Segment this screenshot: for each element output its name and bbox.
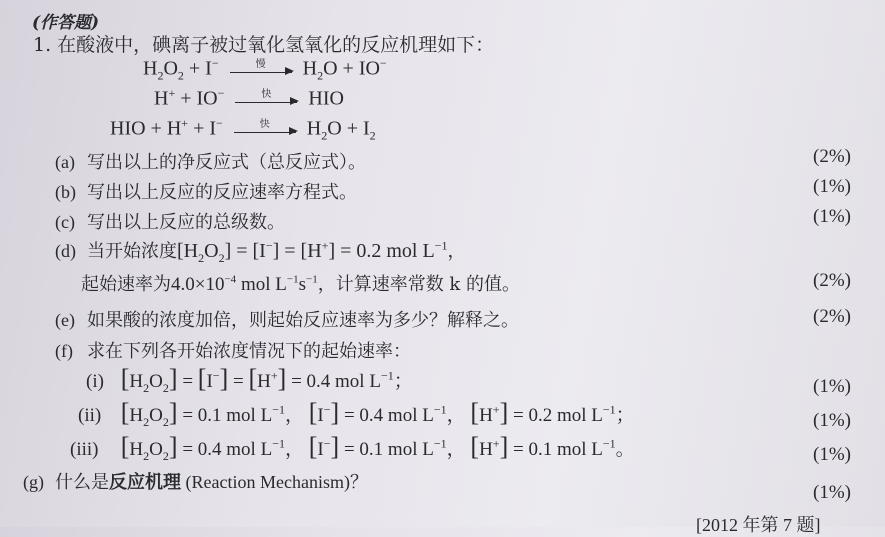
part-d-marks: (2%) (813, 270, 851, 291)
part-a: (a) 写出以上的净反应式（总反应式）。 (55, 152, 366, 173)
part-g: (g) 什么是反应机理 (Reaction Mechanism)？ (23, 472, 368, 493)
fast-arrow: 快 (234, 128, 296, 133)
part-f-item-iii: (iii) $[H_2O_2] = 0.4$ mol $L^{-1}$， [I−] = 0.1 mol $L^{-1}$， [H+] = 0.1 mol $L^{-1}$。 (70, 432, 635, 463)
part-f: (f) 求在下列各开始浓度情况下的起始速率： (55, 341, 411, 362)
source-footer: [2012 年第 7 题] (696, 515, 821, 535)
part-f-iii-marks: (1%) (813, 444, 851, 465)
part-b: (b) 写出以上反应的反应速率方程式。 (55, 182, 357, 203)
part-f-item-ii: (ii) $[H_2O_2] = 0.1$ mol $L^{-1}$， [I−] = 0.4 mol $L^{-1}$， [H+] = 0.2 mol $L^{-1}$； (78, 398, 635, 429)
section-header: (作答题) (32, 13, 100, 33)
part-f-i-marks: (1%) (813, 376, 851, 397)
mechanism-step-3: HIO + H+ + I− 快 $H_2O + I_2$ (110, 116, 376, 143)
part-d-line-1: (d) 当开始浓度$[H_2O_2] = [I^-] = [H^+] = 0.2$ mol $L^{-1}$， (55, 238, 466, 265)
part-f-item-i: (i) $[H_2O_2] = [I^-] = [H^+] = 0.4$ mol $L^{-1}$； (86, 364, 413, 395)
fast-arrow: 快 (235, 98, 297, 103)
part-c-marks: (1%) (813, 206, 851, 227)
question-stem: 1. 在酸液中，碘离子被过氧化氢氧化的反应机理如下： (33, 34, 495, 56)
part-e: (e) 如果酸的浓度加倍，则起始反应速率为多少？解释之。 (55, 310, 519, 331)
slow-arrow: 慢 (230, 68, 292, 73)
part-b-marks: (1%) (813, 176, 851, 197)
part-f-ii-marks: (1%) (813, 410, 851, 431)
mechanism-step-2: H+ + IO− 快 HIO (154, 86, 344, 110)
part-d-line-2: 起始速率为$4.0\times 10^{-4}$ mol $L^{-1}s^{-1}$，计算速率常数 k 的值。 (81, 273, 521, 295)
part-a-marks: (2%) (813, 146, 851, 167)
part-e-marks: (2%) (813, 306, 851, 327)
mechanism-step-1: $H_2O_2 + I^-$ 慢 $H_2O + IO^-$ (143, 56, 387, 83)
part-c: (c) 写出以上反应的总级数。 (55, 212, 285, 233)
part-g-marks: (1%) (813, 482, 851, 503)
